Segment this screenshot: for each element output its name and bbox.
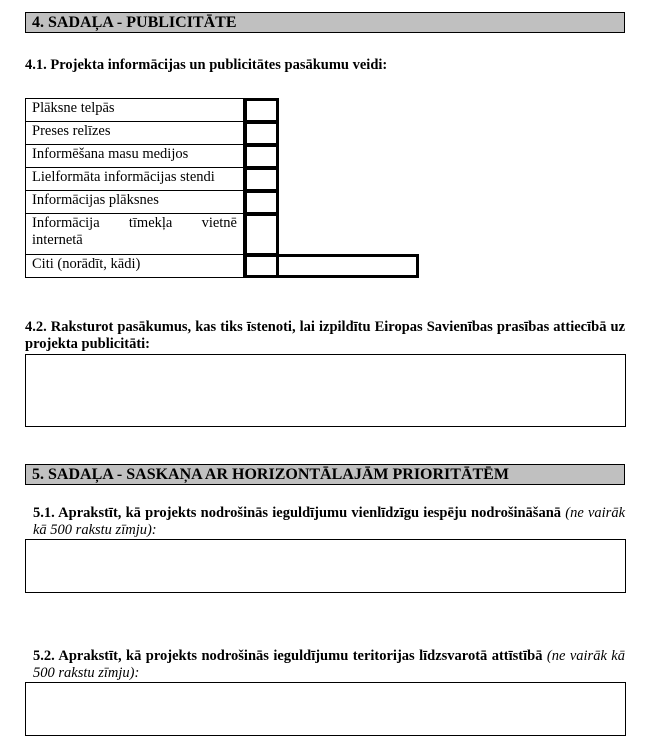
question-5-2-text: 5.2. Aprakstīt, kā projekts nodrošinās ieguldījumu teritorijas līdzsvarotā attīstībā bbox=[33, 648, 543, 664]
option-label: Informācija tīmekļa vietnē internetā bbox=[25, 213, 244, 255]
option-checkbox[interactable] bbox=[244, 167, 279, 192]
section-4-title: PUBLICITĀTE bbox=[126, 14, 237, 31]
question-5-1-note: (ne vairāk kā 500 rakstu zīmju): bbox=[33, 505, 626, 538]
option-label: Plāksne telpās bbox=[25, 98, 244, 122]
answer-5-1-textarea[interactable] bbox=[25, 539, 626, 593]
option-checkbox[interactable] bbox=[244, 144, 279, 169]
question-5-2-label bbox=[33, 648, 625, 682]
option-checkbox[interactable] bbox=[244, 121, 279, 146]
section-4-header bbox=[25, 12, 625, 33]
section-4-number: 4. bbox=[32, 14, 44, 31]
other-specify-field[interactable] bbox=[276, 254, 419, 278]
option-checkbox[interactable] bbox=[244, 190, 279, 215]
question-5-2-note: (ne vairāk kā 500 rakstu zīmju): bbox=[33, 648, 625, 681]
section-5-number: 5. bbox=[32, 466, 44, 483]
question-5-1-label bbox=[33, 505, 625, 539]
question-5-1-text: 5.1. Aprakstīt, kā projekts nodrošinās ieguldījumu vienlīdzīgu iespēju nodrošināšanā bbox=[33, 505, 562, 521]
option-label: Lielformāta informācijas stendi bbox=[25, 167, 244, 191]
answer-5-2-textarea[interactable] bbox=[25, 682, 626, 736]
section-5-header bbox=[25, 464, 625, 485]
option-label: Informācijas plāksnes bbox=[25, 190, 244, 214]
option-checkbox[interactable] bbox=[244, 254, 279, 278]
option-label: Informēšana masu medijos bbox=[25, 144, 244, 168]
question-4-1-label: 4.1. Projekta informācijas un publicitātes pasākumu veidi: bbox=[25, 57, 388, 73]
option-label: Citi (norādīt, kādi) bbox=[25, 254, 244, 278]
question-4-2-label: 4.2. Raksturot pasākumus, kas tiks īstenoti, lai izpildītu Eiropas Savienības prasības attiecībā uz projekta publicitāti: bbox=[25, 319, 625, 352]
answer-4-2-textarea[interactable] bbox=[25, 354, 626, 427]
section-4-title-prefix: SADAĻA - bbox=[48, 14, 127, 31]
option-label: Preses relīzes bbox=[25, 121, 244, 145]
section-5-title: SADAĻA - SASKAŅA AR HORIZONTĀLAJĀM PRIORITĀTĒM bbox=[48, 466, 509, 483]
option-checkbox[interactable] bbox=[244, 98, 279, 123]
option-checkbox[interactable] bbox=[244, 213, 279, 256]
